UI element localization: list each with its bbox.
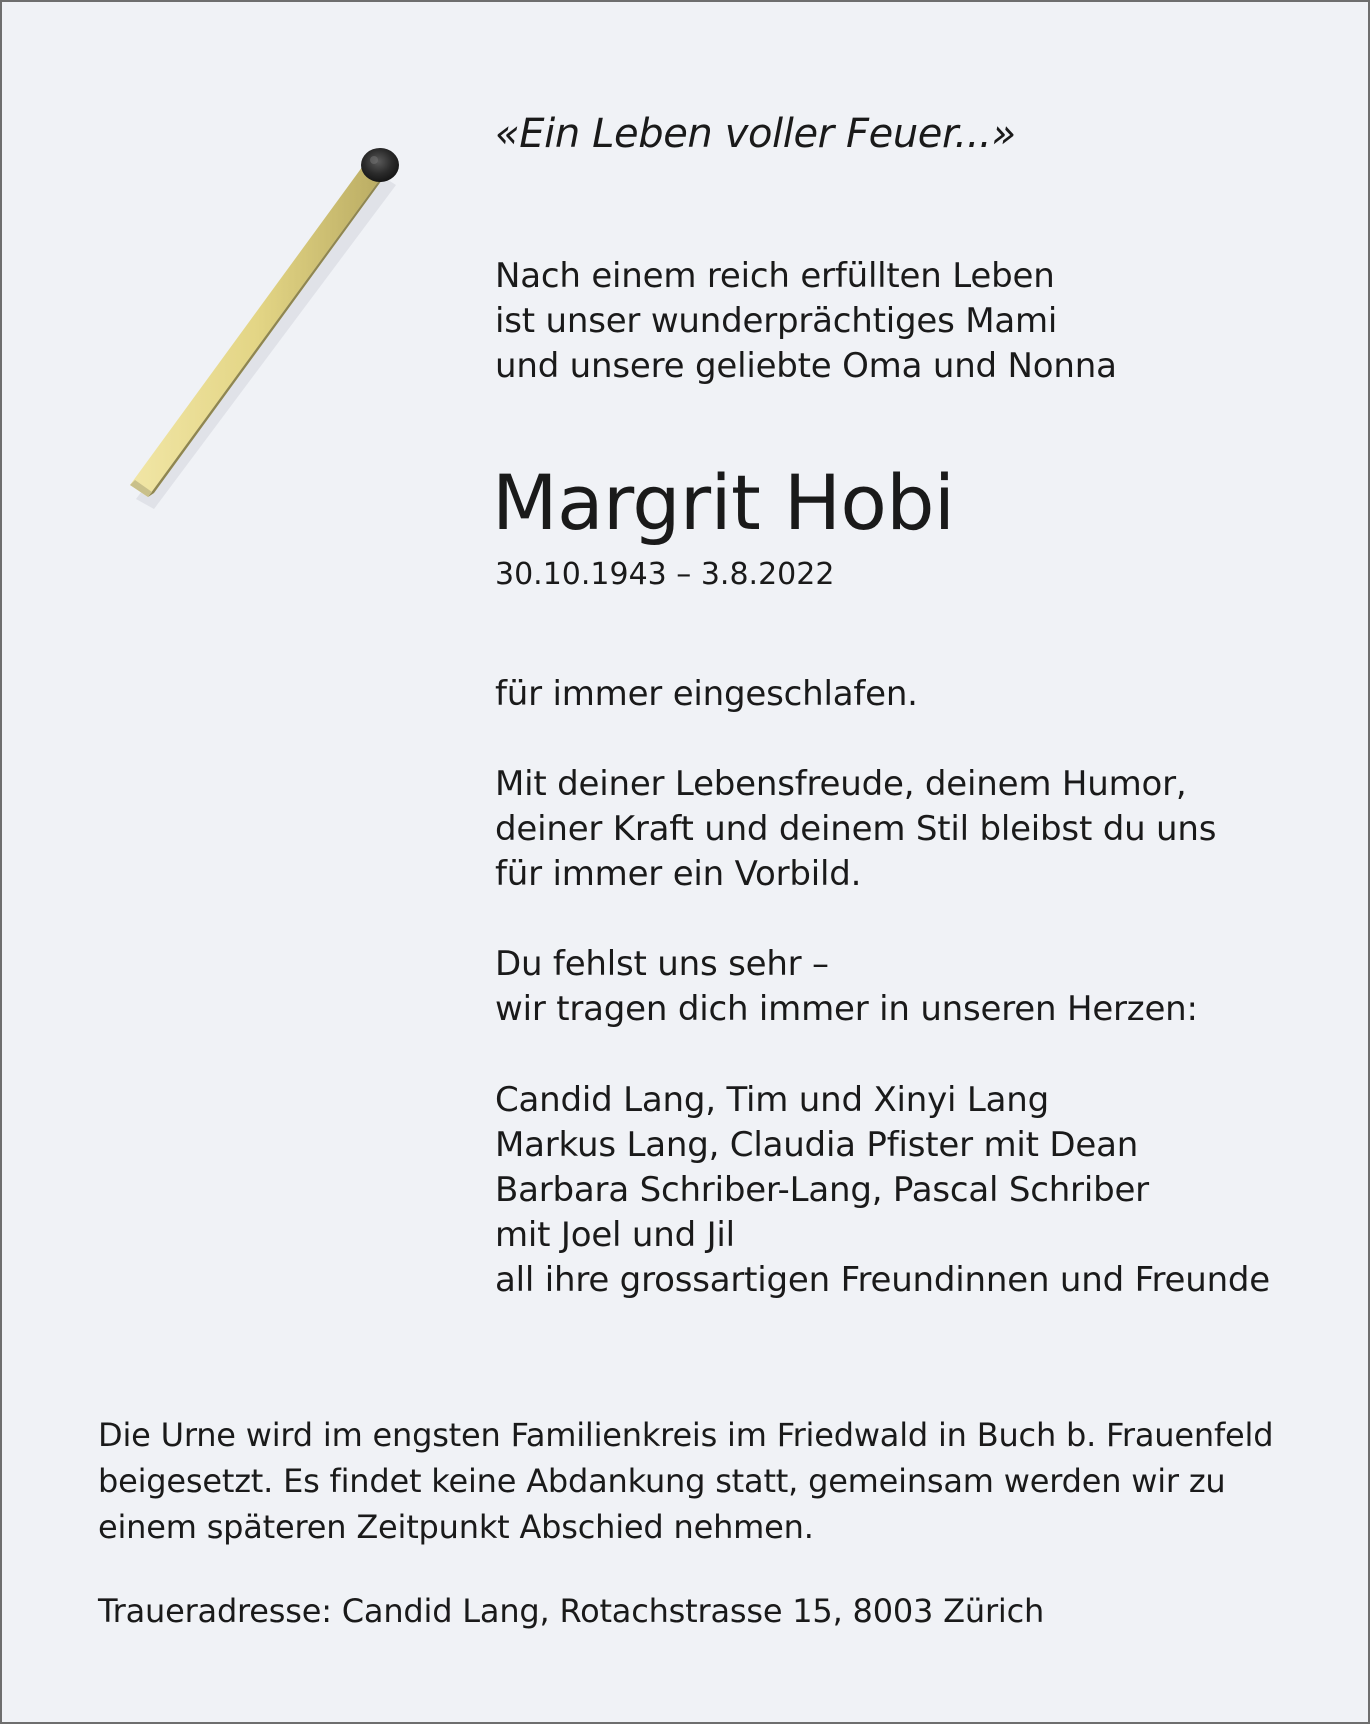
sleep-text: für immer eingeschlafen. <box>495 674 918 714</box>
mourners-list <box>495 1078 1270 1303</box>
missing-line: wir tragen dich immer in unseren Herzen: <box>495 989 1198 1029</box>
sleep-line <box>495 672 918 717</box>
intro-line: und unsere geliebte Oma und Nonna <box>495 346 1117 386</box>
intro-line: Nach einem reich erfüllten Leben <box>495 256 1055 296</box>
burial-notice <box>98 1412 1273 1550</box>
intro-line: ist unser wunderprächtiges Mami <box>495 301 1058 341</box>
burial-line: Die Urne wird im engsten Familienkreis im Friedwald in Buch b. Frauenfeld <box>98 1416 1274 1454</box>
life-dates: 30.10.1943 – 3.8.2022 <box>495 557 835 592</box>
missing-paragraph <box>495 942 1198 1032</box>
mourner-line: Candid Lang, Tim und Xinyi Lang <box>495 1080 1050 1120</box>
deceased-name: Margrit Hobi <box>492 458 955 547</box>
intro-paragraph <box>495 254 1117 389</box>
mourner-line: mit Joel und Jil <box>495 1215 735 1255</box>
tribute-paragraph <box>495 762 1216 897</box>
tribute-line: Mit deiner Lebensfreude, deinem Humor, <box>495 764 1187 804</box>
mourning-address: Traueradresse: Candid Lang, Rotachstrasse 15, 8003 Zürich <box>98 1592 1045 1630</box>
missing-line: Du fehlst uns sehr – <box>495 944 829 984</box>
burial-line: beigesetzt. Es findet keine Abdankung statt, gemeinsam werden wir zu <box>98 1462 1226 1500</box>
tribute-line: für immer ein Vorbild. <box>495 854 862 894</box>
burial-line: einem späteren Zeitpunkt Abschied nehmen. <box>98 1508 814 1546</box>
mourner-line: Barbara Schriber-Lang, Pascal Schriber <box>495 1170 1149 1210</box>
motto-quote: «Ein Leben voller Feuer...» <box>495 111 1016 157</box>
burnt-match-icon <box>122 137 422 517</box>
mourner-line: all ihre grossartigen Freundinnen und Freunde <box>495 1260 1271 1300</box>
mourner-line: Markus Lang, Claudia Pfister mit Dean <box>495 1125 1139 1165</box>
tribute-line: deiner Kraft und deinem Stil bleibst du uns <box>495 809 1217 849</box>
